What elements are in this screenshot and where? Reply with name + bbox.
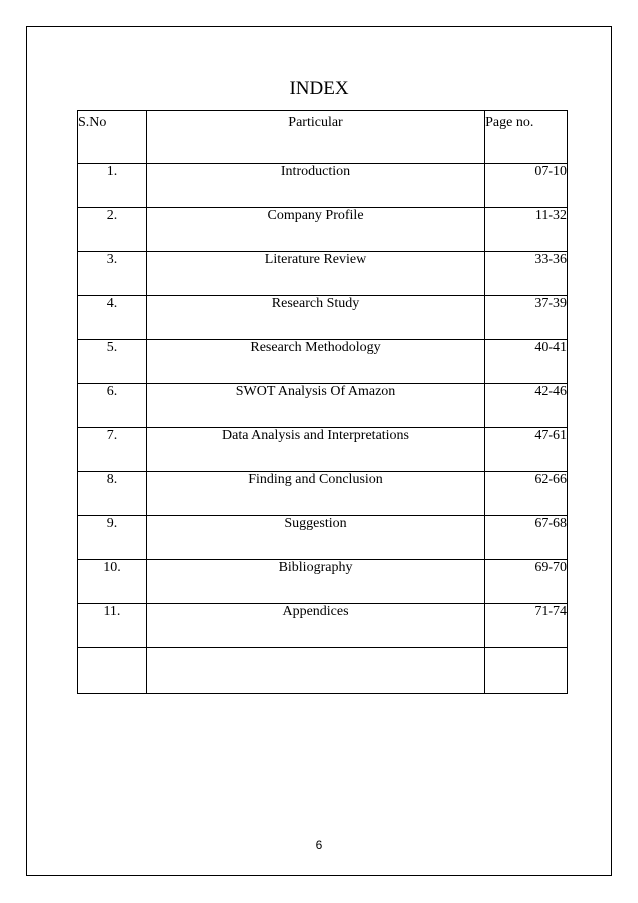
row-particular: Data Analysis and Interpretations bbox=[146, 428, 484, 472]
row-particular: Suggestion bbox=[146, 516, 484, 560]
page-number: 6 bbox=[315, 838, 323, 852]
table-row bbox=[78, 384, 568, 428]
row-page: 37-39 bbox=[485, 296, 568, 340]
table-row bbox=[78, 340, 568, 384]
row-sno: 9. bbox=[78, 516, 147, 560]
row-page: 40-41 bbox=[485, 340, 568, 384]
row-particular: Bibliography bbox=[146, 560, 484, 604]
row-sno: 10. bbox=[78, 560, 147, 604]
row-particular: Introduction bbox=[146, 164, 484, 208]
row-page: 07-10 bbox=[485, 164, 568, 208]
table-header-row bbox=[78, 111, 568, 164]
table-row bbox=[78, 428, 568, 472]
row-particular: Literature Review bbox=[146, 252, 484, 296]
table-row bbox=[78, 560, 568, 604]
row-sno: 2. bbox=[78, 208, 147, 252]
table-row bbox=[78, 252, 568, 296]
table-row bbox=[78, 604, 568, 648]
row-page: 33-36 bbox=[485, 252, 568, 296]
row-sno: 7. bbox=[78, 428, 147, 472]
row-page: 69-70 bbox=[485, 560, 568, 604]
row-page: 62-66 bbox=[485, 472, 568, 516]
row-particular: Appendices bbox=[146, 604, 484, 648]
row-sno: 3. bbox=[78, 252, 147, 296]
row-page: 47-61 bbox=[485, 428, 568, 472]
row-particular: Research Methodology bbox=[146, 340, 484, 384]
row-sno: 6. bbox=[78, 384, 147, 428]
row-particular: Research Study bbox=[146, 296, 484, 340]
row-page: 67-68 bbox=[485, 516, 568, 560]
row-sno: 11. bbox=[78, 604, 147, 648]
row-sno: 8. bbox=[78, 472, 147, 516]
empty-cell bbox=[146, 648, 484, 694]
row-particular: SWOT Analysis Of Amazon bbox=[146, 384, 484, 428]
row-sno: 1. bbox=[78, 164, 147, 208]
row-particular: Finding and Conclusion bbox=[146, 472, 484, 516]
row-sno: 4. bbox=[78, 296, 147, 340]
index-table bbox=[77, 110, 568, 694]
table-row bbox=[78, 472, 568, 516]
empty-cell bbox=[485, 648, 568, 694]
table-row bbox=[78, 516, 568, 560]
table-row-empty bbox=[78, 648, 568, 694]
row-sno: 5. bbox=[78, 340, 147, 384]
header-page-no: Page no. bbox=[485, 111, 568, 164]
table-row bbox=[78, 296, 568, 340]
table-row bbox=[78, 208, 568, 252]
page-title: INDEX bbox=[289, 78, 349, 99]
row-page: 11-32 bbox=[485, 208, 568, 252]
header-particular: Particular bbox=[146, 111, 484, 164]
row-page: 42-46 bbox=[485, 384, 568, 428]
row-page: 71-74 bbox=[485, 604, 568, 648]
empty-cell bbox=[78, 648, 147, 694]
table-row bbox=[78, 164, 568, 208]
row-particular: Company Profile bbox=[146, 208, 484, 252]
header-sno: S.No bbox=[78, 111, 147, 164]
